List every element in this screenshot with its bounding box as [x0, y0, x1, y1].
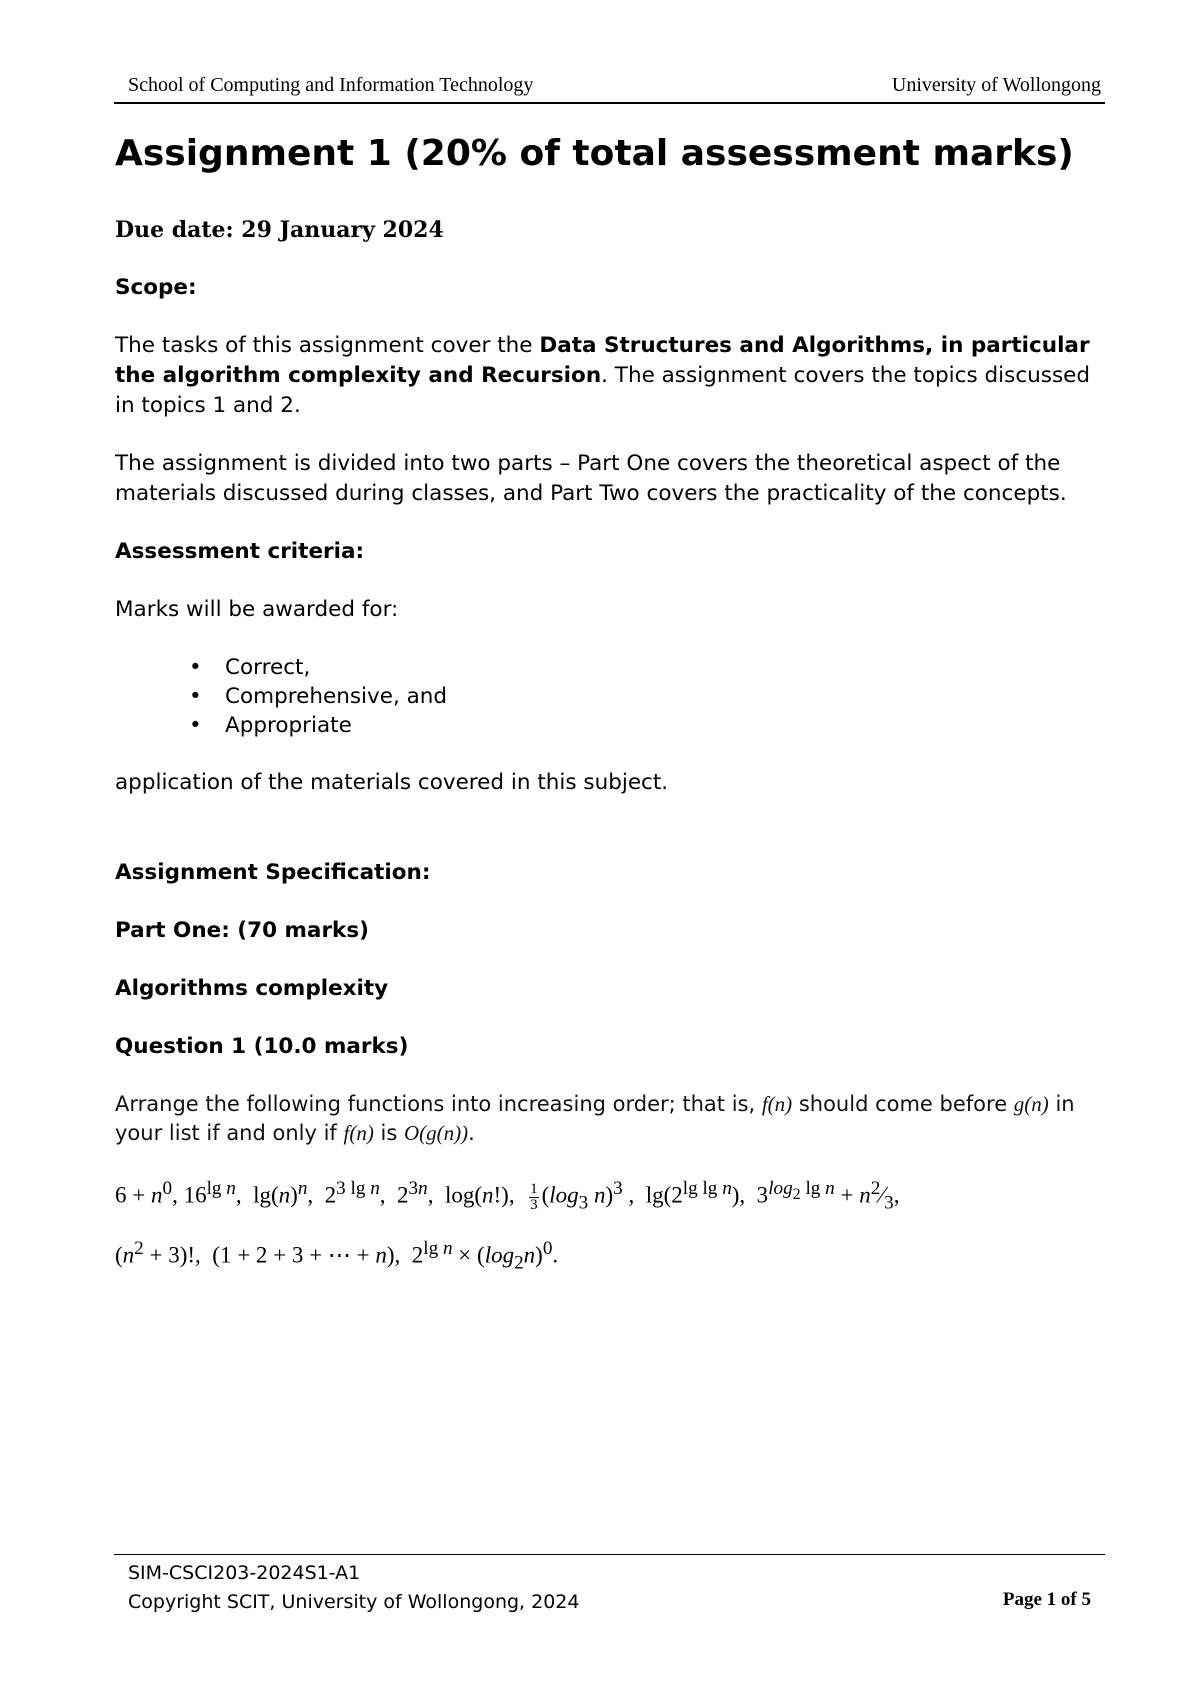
header-school: School of Computing and Information Technology	[128, 74, 534, 96]
page-header	[114, 74, 1105, 104]
scope-heading: Scope:	[115, 275, 197, 300]
part-one-heading: Part One: (70 marks)	[115, 918, 369, 943]
list-item: • Correct,	[225, 653, 1105, 682]
q-text-part: Arrange the following functions into increasing order; that is,	[115, 1092, 762, 1116]
question-1-heading: Question 1 (10.0 marks)	[115, 1034, 409, 1059]
list-item: • Comprehensive, and	[225, 682, 1105, 711]
math-f-of-n: f(n)	[761, 1092, 793, 1116]
question-1-text	[115, 1090, 1105, 1148]
footer-left	[128, 1559, 579, 1617]
spec-heading: Assignment Specification:	[115, 860, 431, 885]
criteria-heading: Assessment criteria:	[115, 539, 365, 564]
math-g-of-n: g(n)	[1013, 1092, 1049, 1116]
criteria-outro: application of the materials covered in this subject.	[115, 770, 669, 795]
math-f-of-n: f(n)	[343, 1121, 374, 1145]
scope-text-post: . The assignment covers the topics discussed in topics 1 and 2.	[115, 363, 1091, 418]
functions-list	[115, 1166, 1105, 1287]
due-date: Due date: 29 January 2024	[115, 217, 444, 243]
header-university: University of Wollongong	[891, 74, 1101, 96]
criteria-list	[115, 653, 1105, 740]
page-footer	[114, 1554, 1105, 1613]
page-number: Page 1 of 5	[1002, 1589, 1091, 1610]
subheading-complexity: Algorithms complexity	[115, 976, 389, 1001]
scope-text-pre: The tasks of this assignment cover the	[115, 333, 540, 358]
footer-code: SIM-CSCI203-2024S1-A1	[128, 1562, 361, 1584]
scope-paragraph-1	[115, 331, 1105, 421]
functions-line-1: $6 + n^0$, $16^{lg n}$, $\lg(n)^n$, $2^{3 lg n}$, $2^{3n}$, log(n!), $\frac{1}{3}$ ($\log_3$ n)$^3$ , $\lg(2^{lg lg n})$, $3^{log_2 lg n}$ + $n^2⁄_3$,	[115, 1178, 900, 1214]
footer-copyright: Copyright SCIT, University of Wollongong, 2024	[128, 1591, 580, 1613]
math-big-o: O(g(n))	[403, 1121, 469, 1145]
assignment-title: Assignment 1 (20% of total assessment marks)	[115, 133, 1074, 174]
q-text-part: .	[468, 1121, 475, 1145]
document-body	[115, 130, 1105, 1287]
q-text-part: should come before	[792, 1092, 1014, 1116]
q-text-part: in your list if and only if	[115, 1092, 1075, 1145]
functions-line-2: $(n^2 + 3)$!, (1 + 2 + 3 + ⋯ + n), $2^{lg n} \times (\log_2n)^0$.	[115, 1238, 559, 1274]
criteria-intro: Marks will be awarded for:	[115, 597, 399, 622]
fraction-one-third: $\frac{1}{3}$	[530, 1180, 538, 1213]
scope-text-bold: Data Structures and Algorithms, in particular the algorithm complexity and Recursion	[115, 333, 1090, 388]
scope-paragraph-2: The assignment is divided into two parts – Part One covers the theoretical aspect of the materials discussed during classes, and Part Two covers the practicality of the concepts.	[115, 451, 1067, 506]
list-item: • Appropriate	[225, 711, 1105, 740]
q-text-part: is	[373, 1121, 404, 1145]
